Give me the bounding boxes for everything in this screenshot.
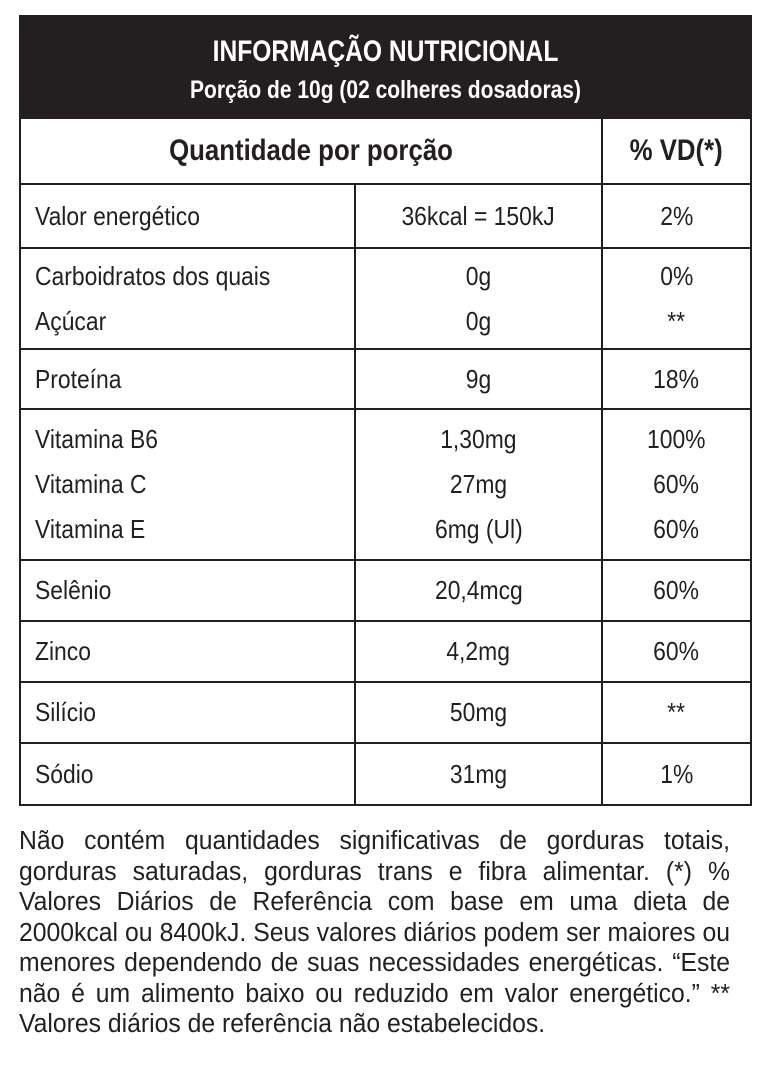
nutrient-amount: 0g (465, 305, 492, 336)
nutrient-dv-cell (602, 621, 750, 682)
nutrient-name: Zinco (35, 636, 91, 666)
footnote: Não contém quantidades significativas de gorduras totais, gorduras saturadas, gorduras trans e fibra alimentar. (*) % Valores Diários de Referência com base em uma dieta de 2000kcal ou 8400kJ. Seus valores diários podem ser maiores ou menores dependendo de suas necessidades energéticas. “Este não é um alimento baixo ou reduzido em valor energético.” ** Valores diários de referência não estabelecidos. (19, 827, 731, 1038)
table-row (21, 743, 750, 804)
nutrient-amount: 31mg (449, 758, 508, 789)
nutrition-facts-label (19, 15, 752, 806)
nutrient-dv: 60% (653, 575, 700, 605)
nutrient-amount: 1,30mg (440, 424, 517, 454)
nutrient-amount: 50mg (449, 697, 508, 727)
nutrient-name-cell (21, 409, 355, 560)
nutrient-name-cell (21, 743, 355, 804)
table-row (21, 409, 750, 560)
nutrient-amount-cell (355, 682, 602, 743)
table-row (21, 621, 750, 682)
nutrient-name: Açúcar (35, 305, 107, 336)
nutrient-amount: 36kcal = 150kJ (401, 200, 556, 231)
table-header-row (21, 119, 750, 184)
nutrient-name-cell (21, 184, 355, 248)
nutrient-dv: 0% (659, 260, 694, 291)
nutrient-dv: 1% (659, 758, 694, 789)
nutrient-dv: 2% (659, 200, 694, 231)
nutrient-name: Valor energético (35, 200, 200, 231)
nutrient-name: Vitamina C (35, 469, 147, 499)
nutrient-dv-cell (602, 560, 750, 621)
label-header (21, 17, 750, 119)
nutrient-amount: 0g (465, 260, 492, 291)
nutrient-amount-cell (355, 349, 602, 409)
nutrient-amount-cell (355, 743, 602, 804)
quantity-column-header: Quantidade por porção (21, 119, 602, 184)
nutrient-name-cell (21, 248, 355, 349)
nutrient-name: Selênio (35, 575, 112, 605)
nutrient-amount-cell (355, 560, 602, 621)
nutrient-dv: 60% (653, 636, 700, 666)
nutrient-name-cell (21, 682, 355, 743)
serving-size: Porção de 10g (02 colheres dosadoras) (190, 76, 581, 104)
nutrient-name: Vitamina B6 (35, 424, 158, 454)
nutrient-dv: 18% (653, 363, 700, 394)
nutrient-dv-cell (602, 349, 750, 409)
nutrient-dv: ** (667, 697, 686, 727)
nutrient-name-cell (21, 349, 355, 409)
nutrient-amount-cell (355, 248, 602, 349)
table-row (21, 184, 750, 248)
nutrient-amount-cell (355, 621, 602, 682)
table-row (21, 682, 750, 743)
nutrient-dv-cell (602, 743, 750, 804)
table-row (21, 248, 750, 349)
nutrient-name: Proteína (35, 363, 122, 394)
nutrient-dv-cell (602, 682, 750, 743)
nutrient-amount: 4,2mg (446, 636, 511, 666)
nutrient-amount: 27mg (449, 469, 508, 499)
nutrient-amount: 20,4mcg (434, 575, 523, 605)
nutrient-dv: 60% (653, 469, 700, 499)
nutrient-dv: 100% (647, 424, 706, 454)
nutrient-dv: 60% (653, 514, 700, 544)
table-row (21, 560, 750, 621)
table-row (21, 349, 750, 409)
nutrient-amount-cell (355, 184, 602, 248)
nutrient-name: Silício (35, 697, 97, 727)
nutrient-amount: 6mg (Ul) (434, 514, 523, 544)
nutrient-dv: ** (667, 305, 686, 336)
nutrient-dv-cell (602, 184, 750, 248)
nutrient-dv-cell (602, 409, 750, 560)
nutrition-table (21, 119, 750, 804)
nutrient-name: Sódio (35, 758, 94, 789)
nutrient-name-cell (21, 621, 355, 682)
dv-column-header: % VD(*) (602, 119, 750, 184)
nutrient-amount-cell (355, 409, 602, 560)
label-title: INFORMAÇÃO NUTRICIONAL (212, 35, 559, 68)
nutrient-amount: 9g (465, 363, 492, 394)
nutrient-name-cell (21, 560, 355, 621)
nutrient-dv-cell (602, 248, 750, 349)
nutrient-name: Carboidratos dos quais (35, 260, 271, 291)
nutrient-name: Vitamina E (35, 514, 146, 544)
